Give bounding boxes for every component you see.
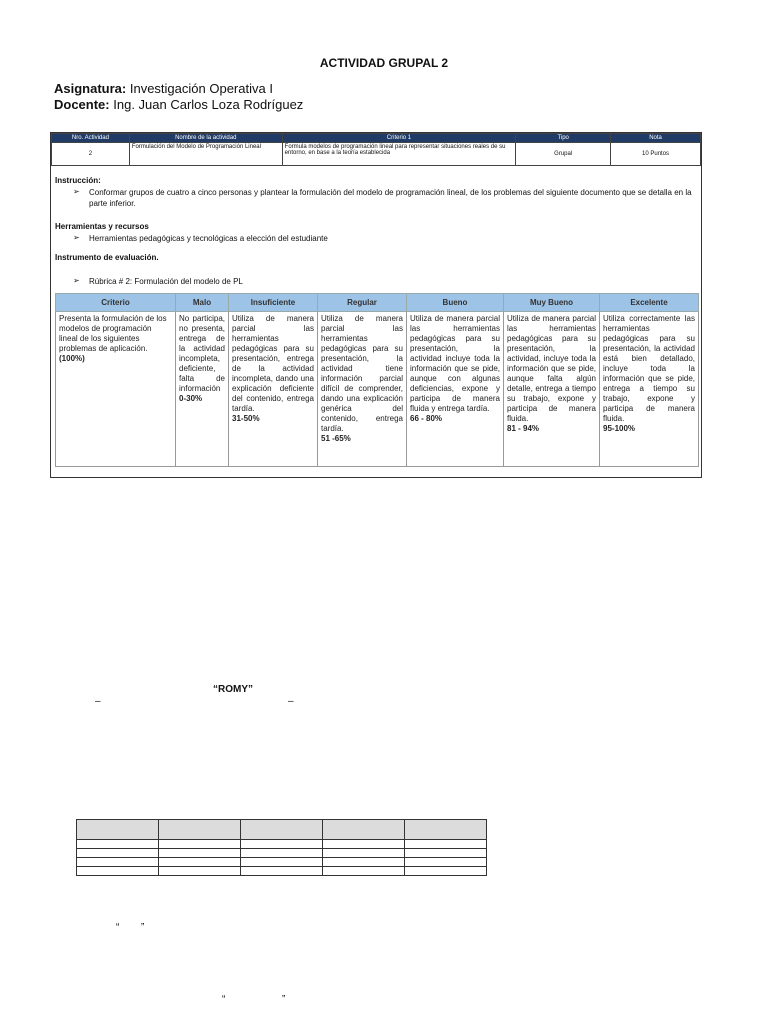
herramientas-heading: Herramientas y recursos	[55, 222, 149, 231]
rubric-score: 31-50%	[232, 414, 260, 423]
blank-cell	[405, 849, 487, 858]
blank-cell	[323, 849, 405, 858]
rubric-header: Excelente	[600, 294, 699, 312]
info-cell: 10 Puntos	[611, 143, 701, 166]
info-header: Criterio 1	[282, 134, 516, 143]
arrow-icon: ➢	[73, 187, 80, 196]
blank-cell	[77, 840, 159, 849]
blank-row	[77, 867, 487, 876]
quote-close: ”	[282, 994, 286, 1005]
rubric-cell	[407, 312, 504, 467]
rubric-score: 81 - 94%	[507, 424, 540, 433]
rubric-header-row	[56, 294, 699, 312]
blank-cell	[405, 867, 487, 876]
rubric-cell-text: Presenta la formulación de los modelos de programación lineal de los siguientes problemas de aplicación.	[59, 314, 167, 353]
blank-row	[77, 840, 487, 849]
rubric-cell	[56, 312, 176, 467]
instruccion-heading: Instrucción:	[55, 176, 101, 185]
rubric-header: Regular	[318, 294, 407, 312]
rubric-row	[56, 312, 699, 467]
quote-open: “	[116, 922, 120, 933]
instruccion-bullet: Conformar grupos de cuatro a cinco personas y plantear la formulación del modelo de programación lineal, de los problemas del siguiente documento que se detalla en la parte inferior.	[89, 188, 692, 208]
blank-cell	[77, 867, 159, 876]
dash-mark: –	[288, 696, 294, 707]
blank-row	[77, 849, 487, 858]
blank-cell	[323, 858, 405, 867]
rubric-score: 66 - 80%	[410, 414, 443, 423]
blank-cell	[323, 840, 405, 849]
blank-cell	[323, 820, 405, 840]
blank-table	[76, 819, 487, 876]
rubric-cell	[176, 312, 229, 467]
info-cell: Formulación del Modelo de Programación Lineal	[129, 143, 282, 166]
docente-label: Docente:	[54, 97, 110, 112]
rubric-cell	[229, 312, 318, 467]
herramientas-bullet: Herramientas pedagógicas y tecnológicas a elección del estudiante	[89, 234, 328, 243]
asignatura	[54, 81, 273, 96]
info-header: Nota	[611, 134, 701, 143]
blank-cell	[159, 849, 241, 858]
rubric-header: Insuficiente	[229, 294, 318, 312]
blank-row	[77, 858, 487, 867]
blank-cell	[241, 858, 323, 867]
blank-cell	[159, 840, 241, 849]
instrumento-heading: Instrumento de evaluación.	[55, 253, 159, 262]
arrow-icon: ➢	[73, 233, 80, 242]
blank-cell	[159, 858, 241, 867]
rubric-cell-text: Utiliza correctamente las herramientas pedagógicas para su presentación, la actividad está bien detallado, incluye toda la información que se pide, entrega a tiempo su trabajo, expone y participa de manera fluida.	[603, 314, 695, 423]
rubric-cell-text: Utiliza de manera parcial las herramientas pedagógicas para su presentación, la actividad incluye toda la información que se pide, aunque con algunas deficiencias, expone y participa de manera fluida y entrega tardía.	[410, 314, 500, 413]
blank-cell	[405, 858, 487, 867]
info-header-row	[52, 134, 701, 143]
rubric-cell-text: Utiliza de manera parcial las herramientas pedagógicas para su presentación, la actividad, incluye toda la información que se pide, aunque falta algún detalle, entrega a tiempo su trabajo, expone y participa de manera fluida.	[507, 314, 596, 423]
page-title: ACTIVIDAD GRUPAL 2	[319, 56, 449, 70]
rubric-cell	[600, 312, 699, 467]
blank-cell	[241, 867, 323, 876]
info-table	[51, 133, 701, 166]
rubric-score: 0-30%	[179, 394, 203, 403]
rubric-score: (100%)	[59, 354, 85, 363]
blank-cell	[77, 820, 159, 840]
blank-cell	[77, 849, 159, 858]
info-cell: Formula modelos de programación lineal para representar situaciones reales de su entorno, en base a la teoría establecida	[282, 143, 516, 166]
rubric-cell	[318, 312, 407, 467]
arrow-icon: ➢	[73, 276, 80, 285]
docente-value: Ing. Juan Carlos Loza Rodríguez	[113, 97, 304, 112]
docente	[54, 97, 303, 112]
blank-header-row	[77, 820, 487, 840]
quote-open: “	[222, 994, 226, 1005]
blank-cell	[241, 820, 323, 840]
rubric-table	[55, 293, 699, 467]
rubric-header: Bueno	[407, 294, 504, 312]
romy-label: “ROMY”	[213, 684, 253, 695]
info-cell: 2	[52, 143, 130, 166]
info-header: Tipo	[516, 134, 611, 143]
rubric-header: Criterio	[56, 294, 176, 312]
blank-cell	[159, 820, 241, 840]
asignatura-label: Asignatura:	[54, 81, 127, 96]
rubric-cell-text: Utiliza de manera parcial las herramientas pedagógicas para su presentación, la actividad tiene información parcial difícil de comprender, dando una explicación genérica del contenido, entrega tardía.	[321, 314, 403, 433]
rubric-cell-text: Utiliza de manera parcial las herramientas pedagógicas para su presentación, entrega de la actividad incompleta, dando una explicación deficiente del contenido, entrega tardía.	[232, 314, 314, 413]
quote-close: ”	[141, 922, 145, 933]
blank-cell	[241, 849, 323, 858]
blank-cell	[405, 840, 487, 849]
blank-cell	[323, 867, 405, 876]
asignatura-value: Investigación Operativa I	[129, 81, 273, 96]
rubric-score: 95-100%	[603, 424, 636, 433]
rubric-header: Malo	[176, 294, 229, 312]
blank-cell	[77, 858, 159, 867]
info-header: Nro. Actividad	[52, 134, 130, 143]
info-row	[52, 143, 701, 166]
rubric-cell-text: No participa, no presenta, entrega de la actividad incompleta, deficiente, falta de información	[179, 314, 225, 393]
rubric-header: Muy Bueno	[504, 294, 600, 312]
dash-mark: –	[95, 696, 101, 707]
blank-cell	[405, 820, 487, 840]
blank-cell	[159, 867, 241, 876]
blank-cell	[241, 840, 323, 849]
instrumento-bullet: Rúbrica # 2: Formulación del modelo de PL	[89, 277, 243, 286]
info-cell: Grupal	[516, 143, 611, 166]
info-header: Nombre de la actividad	[129, 134, 282, 143]
rubric-cell	[504, 312, 600, 467]
activity-frame	[50, 132, 702, 478]
rubric-score: 51 -65%	[321, 434, 351, 443]
